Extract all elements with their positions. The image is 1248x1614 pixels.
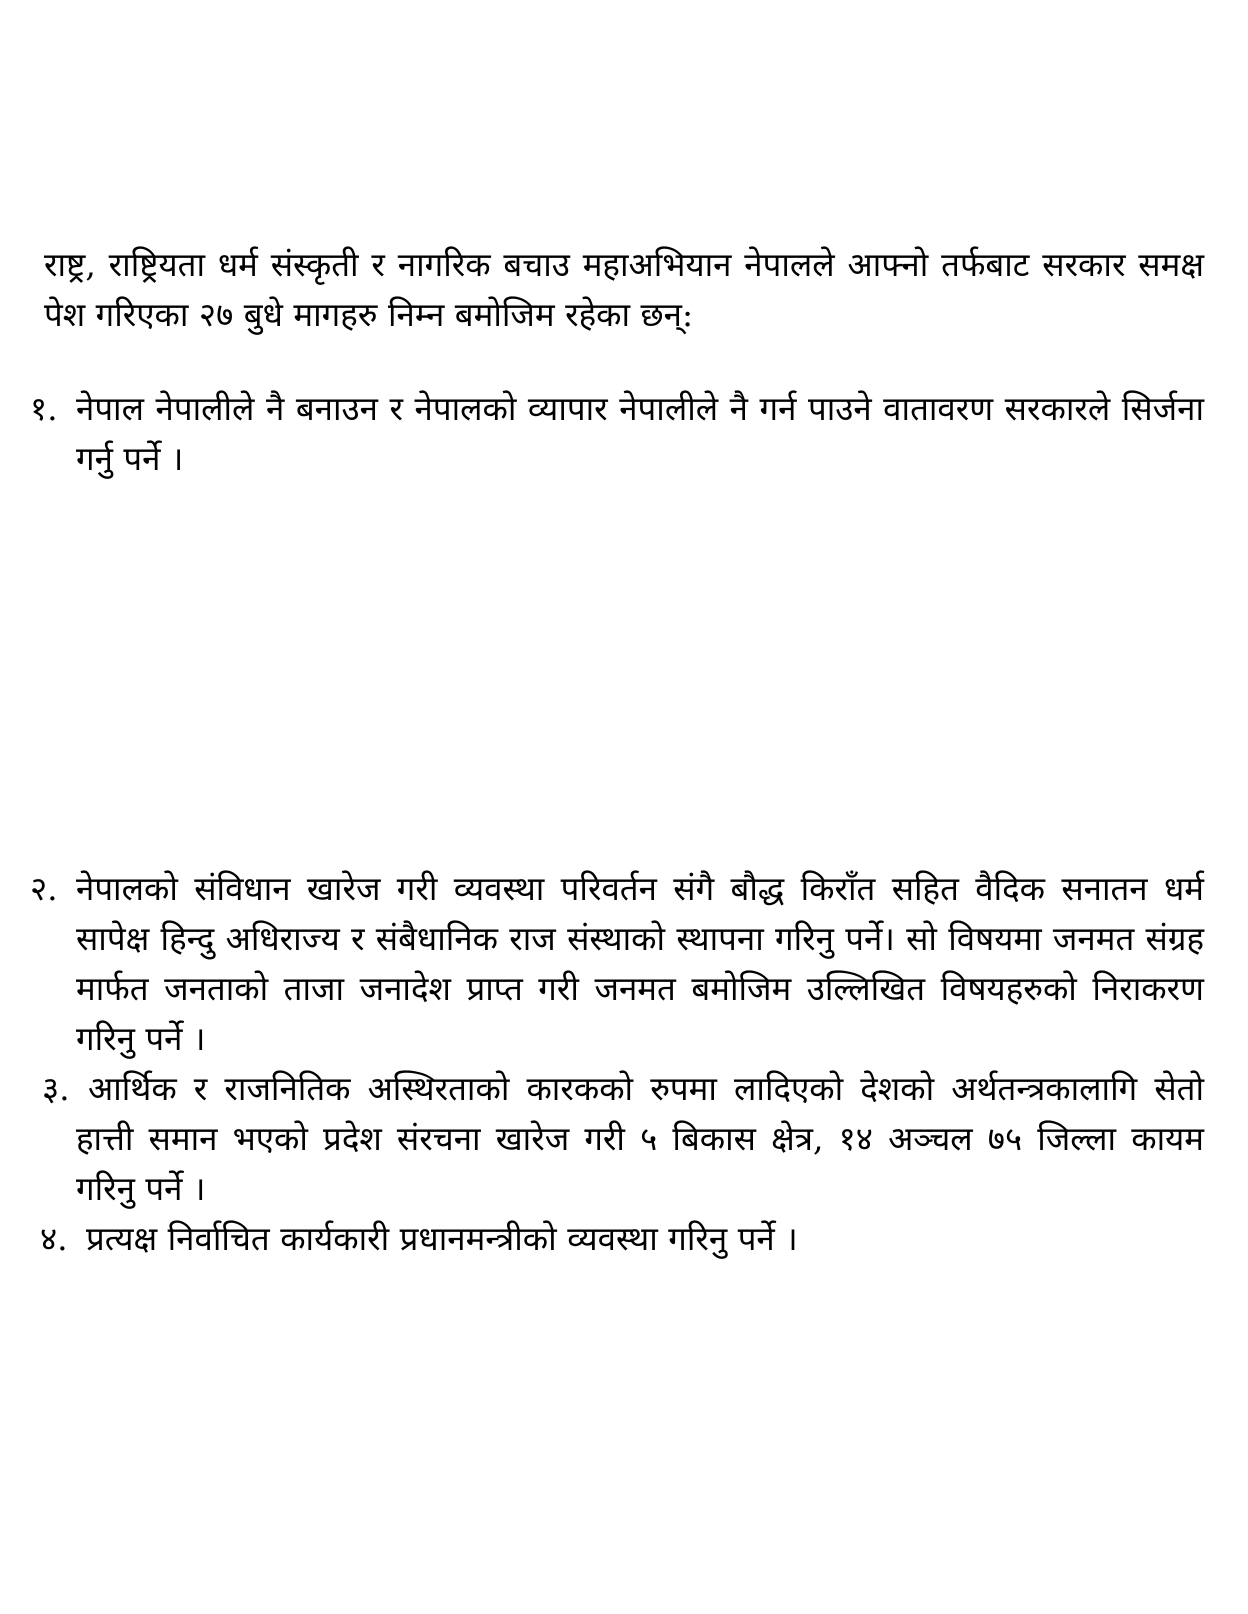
item-number: ३. [42,1069,70,1108]
item-number: ४. [40,1219,68,1258]
demands-list [30,384,1204,1264]
list-item [30,384,1204,484]
intro-paragraph: राष्ट्र, राष्ट्रियता धर्म संस्कृती र नागरिक बचाउ महाअभियान नेपालले आफ्नो तर्फबाट सरकार समक्ष पेश गरिएका २७ बुधे मागहरु निम्न बमोजिम रहेका छन्: [44,245,1204,334]
item-text: प्रत्यक्ष निर्वाचित कार्यकारी प्रधानमन्त्रीको व्यवस्था गरिनु पर्ने । [86,1219,798,1258]
list-item [30,1064,1204,1214]
item-text: आर्थिक र राजनितिक अस्थिरताको कारकको रुपमा लादिएको देशको अर्थतन्त्रकालागि सेतो हात्ती समान भएको प्रदेश संरचना खारेज गरी ५ बिकास क्षेत्र, १४ अञ्चल ७५ जिल्ला कायम गरिनु पर्ने । [76,1069,1204,1208]
item-text: नेपाल नेपालीले नै बनाउन र नेपालको व्यापार नेपालीले नै गर्न पाउने वातावरण सरकारले सिर्जना गर्नु पर्ने । [76,389,1204,478]
item-number: १. [30,389,58,428]
list-item [30,864,1204,1064]
list-item [30,1214,1204,1264]
item-text: नेपालको संविधान खारेज गरी व्यवस्था परिवर्तन संगै बौद्ध किराँत सहित वैदिक सनातन धर्म सापेक्ष हिन्दु अधिराज्य र संबैधानिक राज संस्थाको स्थापना गरिनु पर्ने। सो विषयमा जनमत संग्रह मार्फत जनताको ताजा जनादेश प्राप्त गरी जनमत बमोजिम उल्लिखित विषयहरुको निराकरण गरिनु पर्ने । [76,869,1204,1058]
item-number: २. [30,869,58,908]
